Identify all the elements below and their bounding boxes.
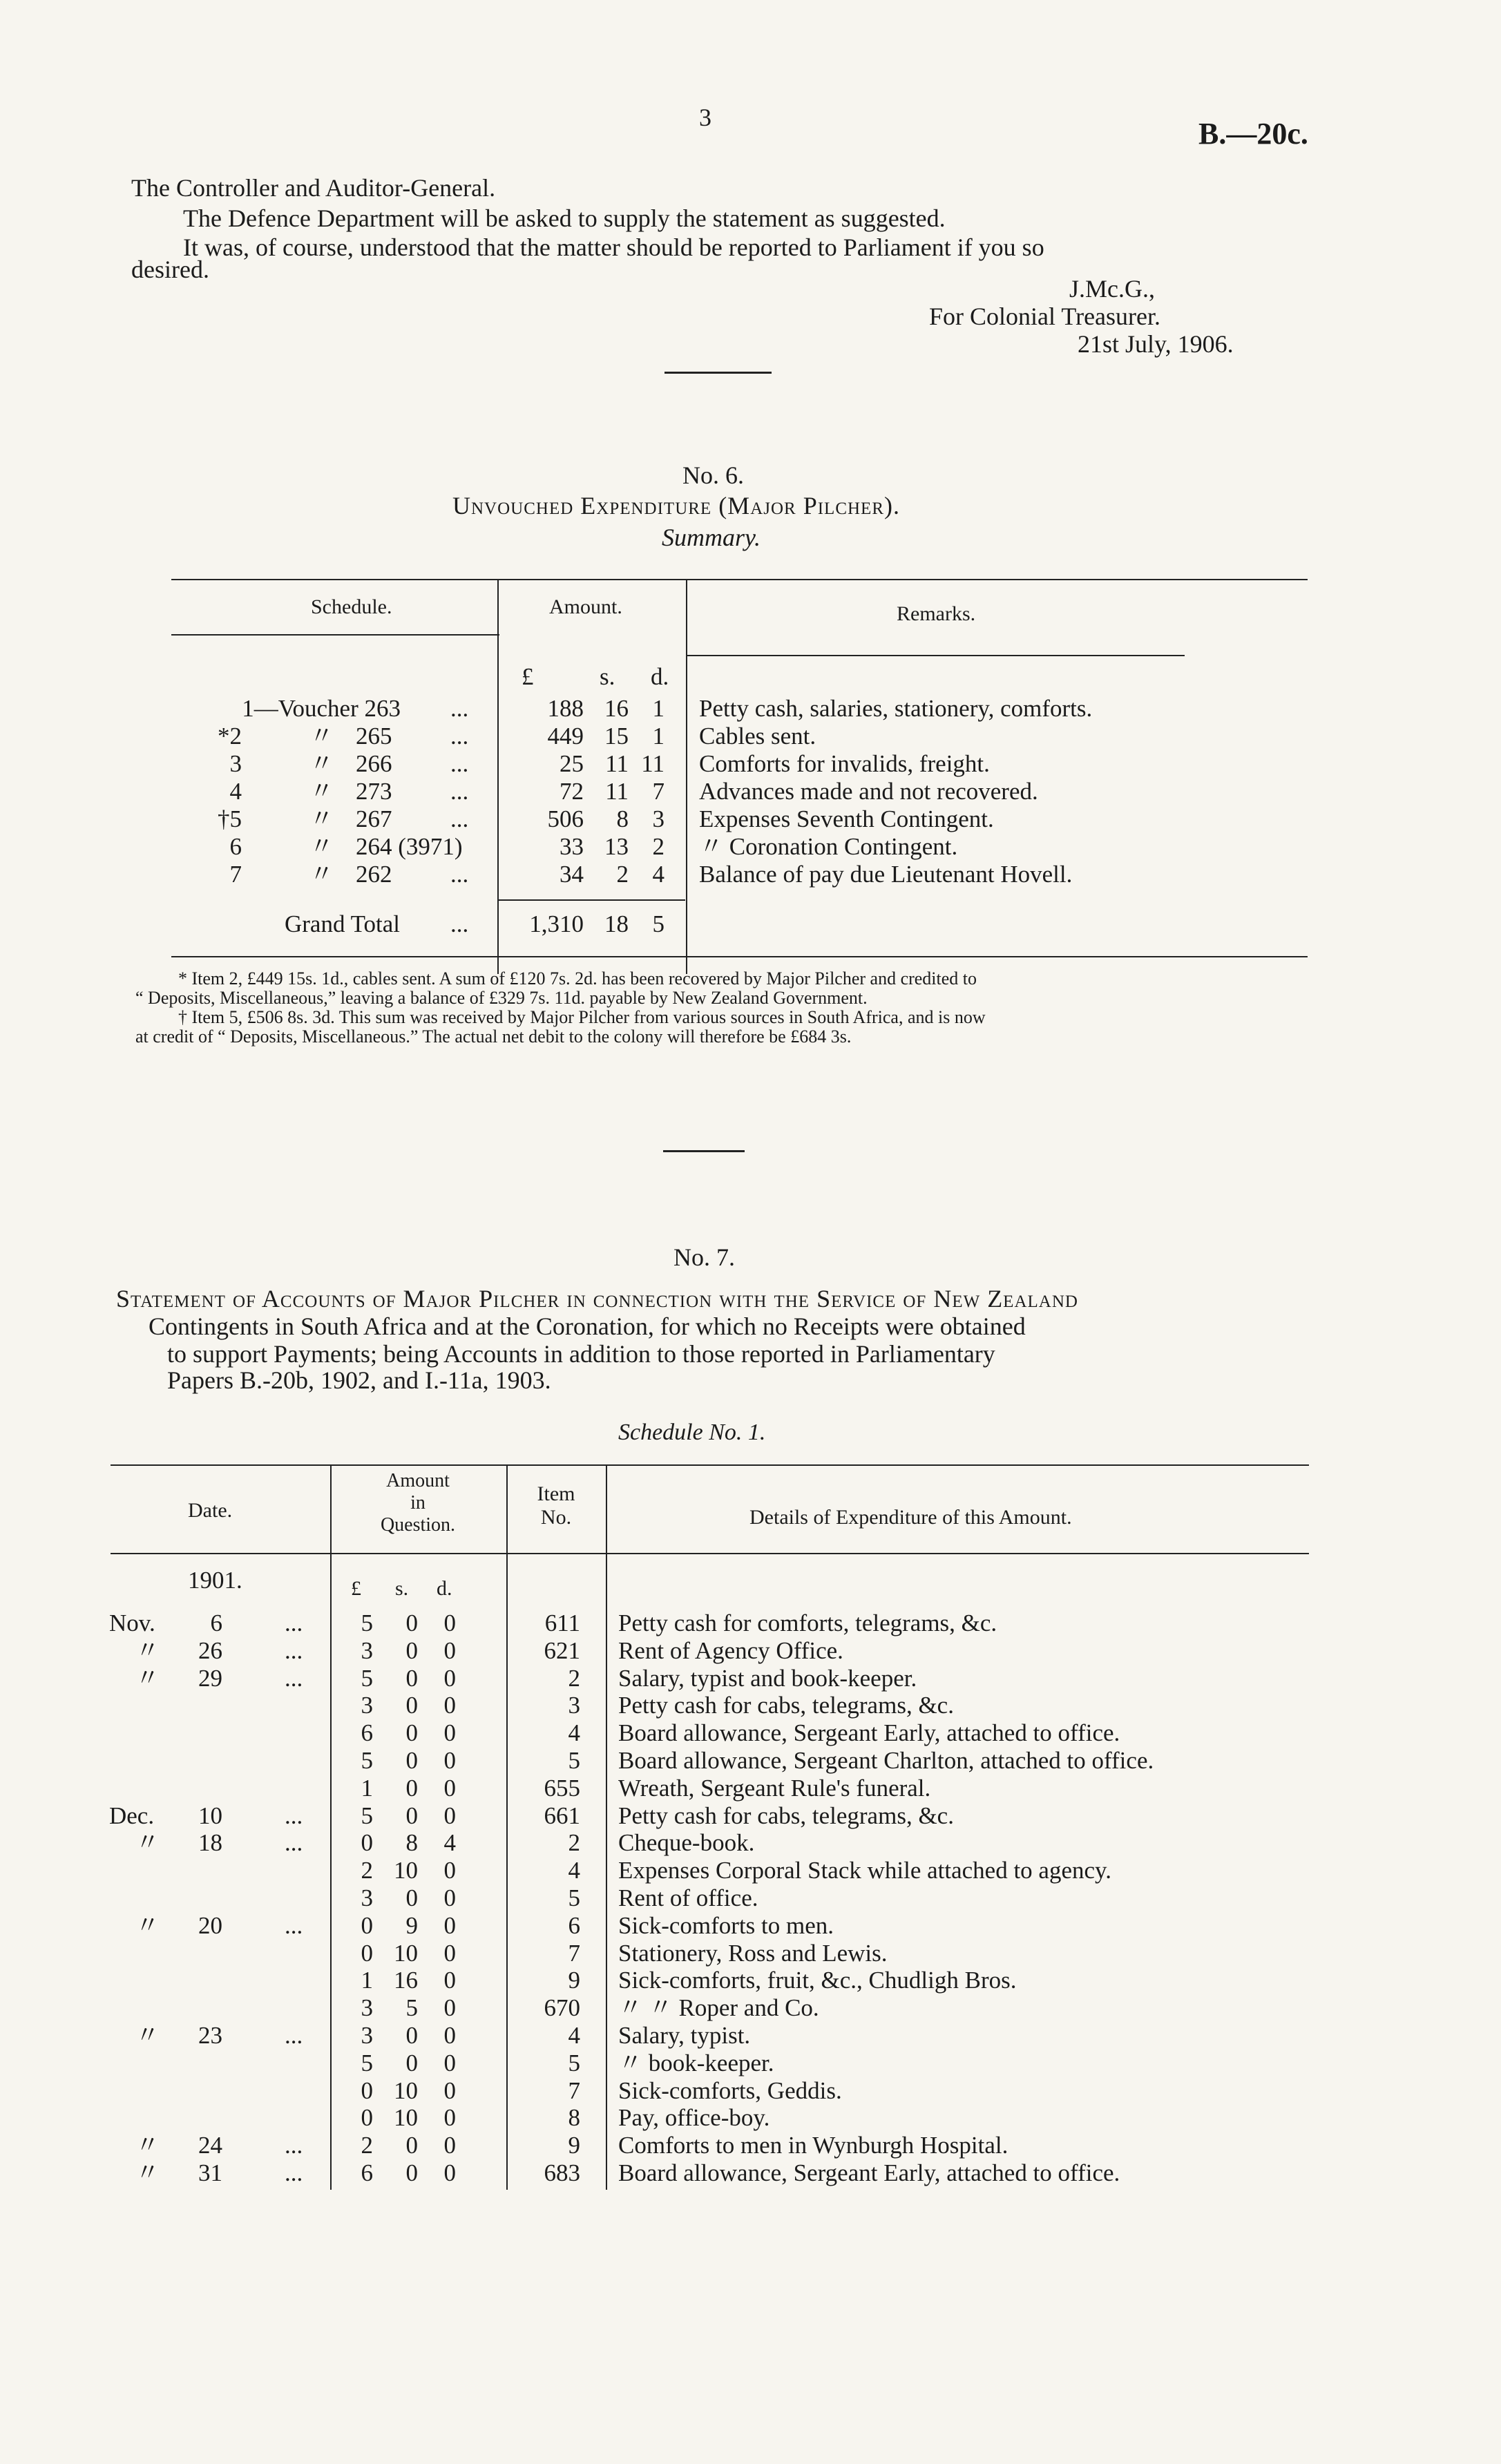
- no6-item-number: 4: [229, 778, 242, 805]
- no7-item-number: 4: [568, 1857, 580, 1884]
- no7-detail: Salary, typist and book-keeper.: [618, 1665, 917, 1692]
- no7-item-number: 5: [568, 2050, 580, 2076]
- no6-amount-shillings: 16: [604, 695, 629, 722]
- no7-year: 1901.: [188, 1567, 242, 1594]
- no6-amount-pence: 2: [652, 833, 665, 860]
- no7-header-item: Item No.: [537, 1482, 575, 1529]
- no6-amount-shillings: 11: [605, 778, 629, 805]
- no7-amount-pounds: 6: [361, 2159, 373, 2186]
- no7-detail: Sick-comforts, Geddis.: [618, 2077, 842, 2104]
- no7-table-row: [0, 1802, 1501, 1830]
- no7-table-row: [0, 2104, 1501, 2132]
- letter-signature-for: For Colonial Treasurer.: [929, 303, 1161, 330]
- no6-voucher-number: 266: [356, 750, 392, 777]
- no6-amount-pounds: 34: [560, 861, 584, 888]
- no7-item-number: 4: [568, 1719, 580, 1746]
- no7-amount-pounds: 0: [361, 1829, 373, 1856]
- no7-amount-pounds: 5: [361, 2050, 373, 2076]
- no7-detail: Cheque-book.: [618, 1829, 755, 1856]
- no7-header-date: Date.: [188, 1499, 233, 1522]
- no6-item-number: 7: [229, 861, 242, 888]
- leader-dots: ...: [285, 1610, 303, 1636]
- no7-amount-pence: 0: [443, 1940, 456, 1967]
- no6-remark: 〃 Coronation Contingent.: [699, 833, 958, 860]
- letter-signature: J.Mc.G.,: [1069, 275, 1155, 303]
- no6-header-rule: [171, 634, 499, 636]
- no7-table-row: [0, 2050, 1501, 2077]
- no7-table-row: [0, 1994, 1501, 2022]
- no6-amount-pence: 3: [652, 805, 665, 832]
- unit-shillings: s.: [600, 663, 615, 690]
- no7-detail: Petty cash for cabs, telegrams, &c.: [618, 1802, 954, 1829]
- section-divider: [663, 1150, 745, 1152]
- no6-amount-pence: 7: [652, 778, 665, 805]
- no7-amount-shillings: 10: [394, 2077, 418, 2104]
- no7-day: 20: [198, 1912, 222, 1939]
- no7-amount-shillings: 10: [394, 2104, 418, 2131]
- no6-table-row: [0, 723, 1501, 750]
- no7-table-row: [0, 1967, 1501, 1994]
- leader-dots: ...: [450, 778, 469, 805]
- no7-table-row: [0, 1665, 1501, 1692]
- no7-amount-shillings: 5: [405, 1994, 418, 2021]
- no6-amount-pence: 4: [652, 861, 665, 888]
- no6-amount-shillings: 11: [605, 750, 629, 777]
- no7-amount-pence: 0: [443, 1665, 456, 1692]
- no6-amount-pounds: 449: [547, 723, 584, 749]
- no7-detail: Sick-comforts, fruit, &c., Chudligh Bros.: [618, 1967, 1017, 1994]
- no6-table-row: [0, 778, 1501, 805]
- unit-pence: d.: [651, 663, 669, 690]
- no6-amount-pounds: 188: [547, 695, 584, 722]
- ditto-mark: 〃: [309, 723, 334, 749]
- no7-amount-pence: 0: [443, 1775, 456, 1802]
- no7-item-number: 3: [568, 1692, 580, 1719]
- no7-table-row: [0, 2022, 1501, 2050]
- leader-dots: ...: [285, 2132, 303, 2159]
- no7-table-row: [0, 1747, 1501, 1775]
- no7-detail: Board allowance, Sergeant Early, attached to office.: [618, 1719, 1120, 1746]
- no6-voucher-number: 262: [356, 861, 392, 888]
- no7-amount-pence: 0: [443, 1637, 456, 1664]
- no6-amount-pounds: 25: [560, 750, 584, 777]
- no7-amount-pounds: 5: [361, 1747, 373, 1774]
- no7-detail: 〃 〃 Roper and Co.: [618, 1994, 819, 2021]
- letter-line: desired.: [131, 256, 209, 283]
- no7-amount-pounds: 5: [361, 1802, 373, 1829]
- no7-amount-shillings: 8: [405, 1829, 418, 1856]
- no7-amount-pounds: 3: [361, 1994, 373, 2021]
- no6-total-shillings: 18: [604, 910, 629, 937]
- no6-total-row: [0, 910, 1501, 938]
- page-number: 3: [699, 104, 711, 131]
- no7-amount-pounds: 1: [361, 1775, 373, 1802]
- no7-item-number: 611: [544, 1610, 580, 1636]
- no7-table-row: [0, 1610, 1501, 1637]
- no6-header-amount: Amount.: [549, 595, 622, 618]
- ditto-mark: 〃: [309, 805, 334, 832]
- no7-amount-pounds: 2: [361, 1857, 373, 1884]
- no7-item-number: 7: [568, 2077, 580, 2104]
- no7-amount-pence: 0: [443, 2159, 456, 2186]
- no7-day: 24: [198, 2132, 222, 2159]
- no6-amount-pence: 11: [641, 750, 665, 777]
- unit-pounds: £: [522, 663, 534, 690]
- no7-amount-shillings: 0: [405, 2022, 418, 2049]
- no7-amount-shillings: 0: [405, 1802, 418, 1829]
- no6-voucher-number: 265: [356, 723, 392, 749]
- no7-detail: Expenses Corporal Stack while attached to agency.: [618, 1857, 1112, 1884]
- no7-amount-pence: 0: [443, 2022, 456, 2049]
- no7-month: Dec.: [109, 1802, 155, 1829]
- no7-month: 〃: [135, 1665, 160, 1692]
- ditto-mark: 〃: [309, 861, 334, 888]
- no7-item-number: 7: [568, 1940, 580, 1967]
- no6-subtitle: Summary.: [662, 524, 761, 551]
- no7-item-number: 5: [568, 1884, 580, 1911]
- no6-number: No. 6.: [682, 461, 744, 489]
- no7-amount-pounds: 1: [361, 1967, 373, 1994]
- no7-amount-shillings: 0: [405, 1637, 418, 1664]
- no7-detail: Board allowance, Sergeant Charlton, attached to office.: [618, 1747, 1154, 1774]
- ditto-mark: 〃: [309, 778, 334, 805]
- no6-item-number: *2: [218, 723, 242, 749]
- no7-item-number: 670: [544, 1994, 580, 2021]
- no6-footnote: at credit of “ Deposits, Miscellaneous.” The actual net debit to the colony will therefore be £684 3s.: [135, 1026, 852, 1047]
- no7-month: 〃: [135, 1912, 160, 1939]
- no7-amount-pence: 0: [443, 1994, 456, 2021]
- no7-table-row: [0, 1719, 1501, 1747]
- no7-amount-shillings: 0: [405, 1747, 418, 1774]
- no7-statement-line: Contingents in South Africa and at the Coronation, for which no Receipts were obtained: [149, 1312, 1026, 1340]
- no7-day: 6: [210, 1610, 222, 1636]
- no6-remark: Comforts for invalids, freight.: [699, 750, 990, 777]
- no7-detail: Rent of office.: [618, 1884, 758, 1911]
- no7-item-number: 2: [568, 1665, 580, 1692]
- no7-detail: Rent of Agency Office.: [618, 1637, 843, 1664]
- no7-amount-pence: 0: [443, 2050, 456, 2076]
- leader-dots: ...: [450, 805, 469, 832]
- no7-amount-shillings: 10: [394, 1857, 418, 1884]
- leader-dots: ...: [285, 2022, 303, 2049]
- no7-amount-shillings: 0: [405, 1884, 418, 1911]
- no7-amount-pounds: 0: [361, 2077, 373, 2104]
- no7-amount-pounds: 3: [361, 1637, 373, 1664]
- no7-amount-pence: 0: [443, 2077, 456, 2104]
- no7-amount-pence: 0: [443, 1884, 456, 1911]
- no7-detail: Wreath, Sergeant Rule's funeral.: [618, 1775, 931, 1802]
- no7-detail: Petty cash for comforts, telegrams, &c.: [618, 1610, 997, 1636]
- no7-amount-pounds: 0: [361, 2104, 373, 2131]
- no7-day: 18: [198, 1829, 222, 1856]
- no7-amount-pence: 0: [443, 1912, 456, 1939]
- no7-statement-line: to support Payments; being Accounts in addition to those reported in Parliamentary: [167, 1340, 995, 1368]
- no7-table-row: [0, 1857, 1501, 1884]
- no7-table-row: [0, 2077, 1501, 2105]
- no7-detail: Salary, typist.: [618, 2022, 751, 2049]
- no7-table-row: [0, 1940, 1501, 1967]
- no6-amount-shillings: 13: [604, 833, 629, 860]
- no7-table-row: [0, 1912, 1501, 1940]
- no6-amount-pounds: 506: [547, 805, 584, 832]
- letter-line: It was, of course, understood that the matter should be reported to Parliament if you so: [183, 233, 1044, 261]
- no6-table-top-rule: [171, 579, 1308, 580]
- no7-number: No. 7.: [673, 1243, 735, 1271]
- leader-dots: ...: [285, 2159, 303, 2186]
- document-reference: B.—20c.: [1198, 117, 1308, 151]
- no6-voucher-label: 1—Voucher 263: [242, 695, 401, 722]
- no6-item-number: 6: [229, 833, 242, 860]
- leader-dots: ...: [450, 695, 469, 722]
- no7-amount-shillings: 0: [405, 2050, 418, 2076]
- no7-table-row: [0, 2159, 1501, 2187]
- letter-line: The Defence Department will be asked to supply the statement as suggested.: [183, 204, 946, 232]
- no6-remark: Advances made and not recovered.: [699, 778, 1038, 805]
- no6-header-rule-remarks: [687, 655, 1185, 656]
- no7-amount-pence: 0: [443, 1802, 456, 1829]
- no6-table-row: [0, 833, 1501, 861]
- no7-amount-pence: 0: [443, 1857, 456, 1884]
- no6-amount-pence: 1: [652, 695, 665, 722]
- no7-item-number: 9: [568, 2132, 580, 2159]
- leader-dots: ...: [285, 1829, 303, 1856]
- no7-item-number: 9: [568, 1967, 580, 1994]
- no7-item-number: 8: [568, 2104, 580, 2131]
- no6-total-pence: 5: [652, 910, 665, 937]
- no7-amount-pounds: 3: [361, 1884, 373, 1911]
- no6-footnote: * Item 2, £449 15s. 1d., cables sent. A sum of £120 7s. 2d. has been recovered by Major Pilcher and credited to: [178, 968, 977, 989]
- no6-total-dots: ...: [450, 910, 469, 937]
- no7-amount-pence: 0: [443, 1719, 456, 1746]
- no7-detail: Sick-comforts to men.: [618, 1912, 834, 1939]
- no7-amount-pounds: 0: [361, 1912, 373, 1939]
- no6-voucher-number: 267: [356, 805, 392, 832]
- no7-table-top-rule: [111, 1464, 1309, 1466]
- ditto-mark: 〃: [309, 750, 334, 777]
- no7-month: 〃: [135, 2022, 160, 2049]
- no6-amount-shillings: 15: [604, 723, 629, 749]
- no6-voucher-number: 264 (3971): [356, 833, 463, 860]
- no7-year-row: [0, 1567, 1501, 1600]
- no7-item-number: 683: [544, 2159, 580, 2186]
- no6-total-rule: [497, 899, 685, 901]
- no6-table-row: [0, 805, 1501, 833]
- no6-amount-shillings: 2: [616, 861, 629, 888]
- ditto-mark: 〃: [309, 833, 334, 860]
- no7-month: 〃: [135, 2159, 160, 2186]
- no7-month: Nov.: [109, 1610, 155, 1636]
- no7-amount-shillings: 10: [394, 1940, 418, 1967]
- no7-header-rule: [111, 1553, 1309, 1554]
- no7-amount-pence: 0: [443, 1610, 456, 1636]
- no7-detail: Comforts to men in Wynburgh Hospital.: [618, 2132, 1008, 2159]
- no6-remark: Expenses Seventh Contingent.: [699, 805, 994, 832]
- no6-amount-pence: 1: [652, 723, 665, 749]
- no7-item-number: 655: [544, 1775, 580, 1802]
- unit-pence: d.: [437, 1577, 452, 1600]
- section-divider: [665, 372, 772, 374]
- letter-date: 21st July, 1906.: [1078, 330, 1234, 358]
- no7-table-row: [0, 2132, 1501, 2159]
- no7-header-amount: Amount in Question.: [380, 1470, 456, 1536]
- no7-item-number: 4: [568, 2022, 580, 2049]
- no7-day: 29: [198, 1665, 222, 1692]
- leader-dots: ...: [285, 1637, 303, 1664]
- no7-detail: 〃 book-keeper.: [618, 2050, 774, 2076]
- no7-amount-shillings: 0: [405, 1692, 418, 1719]
- no7-amount-pounds: 3: [361, 1692, 373, 1719]
- no6-amount-pounds: 72: [560, 778, 584, 805]
- no6-amount-pounds: 33: [560, 833, 584, 860]
- no6-voucher-number: 273: [356, 778, 392, 805]
- no7-month: 〃: [135, 1637, 160, 1664]
- no7-statement-line: Papers B.-20b, 1902, and I.-11a, 1903.: [167, 1366, 551, 1394]
- no7-item-number: 2: [568, 1829, 580, 1856]
- no7-amount-shillings: 0: [405, 1775, 418, 1802]
- no6-footnote: † Item 5, £506 8s. 3d. This sum was received by Major Pilcher from various sources in South Africa, and is now: [178, 1007, 986, 1027]
- letter-addressee: The Controller and Auditor-General.: [131, 174, 496, 202]
- no6-table-row: [0, 695, 1501, 723]
- no7-amount-shillings: 0: [405, 1719, 418, 1746]
- no7-detail: Pay, office-boy.: [618, 2104, 770, 2131]
- no7-month: 〃: [135, 2132, 160, 2159]
- no7-amount-pence: 0: [443, 2132, 456, 2159]
- no6-title: Unvouched Expenditure (Major Pilcher).: [452, 492, 900, 519]
- unit-shillings: s.: [395, 1577, 409, 1600]
- no7-table-row: [0, 1637, 1501, 1665]
- leader-dots: ...: [285, 1912, 303, 1939]
- no7-amount-pence: 0: [443, 1967, 456, 1994]
- no7-day: 23: [198, 2022, 222, 2049]
- no7-table-row: [0, 1884, 1501, 1912]
- no7-day: 26: [198, 1637, 222, 1664]
- no7-amount-pounds: 6: [361, 1719, 373, 1746]
- leader-dots: ...: [450, 750, 469, 777]
- no6-table-bottom-rule: [171, 956, 1308, 957]
- no7-amount-shillings: 9: [405, 1912, 418, 1939]
- no6-amount-shillings: 8: [616, 805, 629, 832]
- no7-detail: Board allowance, Sergeant Early, attached to office.: [618, 2159, 1120, 2186]
- no6-remark: Balance of pay due Lieutenant Hovell.: [699, 861, 1073, 888]
- no6-item-number: †5: [218, 805, 242, 832]
- no6-total-pounds: 1,310: [529, 910, 584, 937]
- no6-table-row: [0, 750, 1501, 778]
- no7-amount-shillings: 16: [394, 1967, 418, 1994]
- no7-amount-pounds: 2: [361, 2132, 373, 2159]
- no7-amount-shillings: 0: [405, 2159, 418, 2186]
- no7-detail: Stationery, Ross and Lewis.: [618, 1940, 888, 1967]
- no7-amount-pounds: 5: [361, 1610, 373, 1636]
- no7-item-number: 661: [544, 1802, 580, 1829]
- no7-table-row: [0, 1775, 1501, 1802]
- no6-remark: Cables sent.: [699, 723, 816, 749]
- no6-total-label: Grand Total: [285, 910, 401, 937]
- no6-item-number: 3: [229, 750, 242, 777]
- no7-amount-pence: 0: [443, 1692, 456, 1719]
- no7-schedule-title: Schedule No. 1.: [618, 1420, 766, 1445]
- no6-table-row: [0, 861, 1501, 888]
- leader-dots: ...: [450, 861, 469, 888]
- leader-dots: ...: [285, 1665, 303, 1692]
- no7-detail: Petty cash for cabs, telegrams, &c.: [618, 1692, 954, 1719]
- unit-pounds: £: [351, 1577, 361, 1600]
- no7-amount-pence: 0: [443, 2104, 456, 2131]
- no7-table-row: [0, 1692, 1501, 1719]
- no7-amount-shillings: 0: [405, 2132, 418, 2159]
- no7-day: 31: [198, 2159, 222, 2186]
- no7-amount-pounds: 0: [361, 1940, 373, 1967]
- no6-footnote: “ Deposits, Miscellaneous,” leaving a balance of £329 7s. 11d. payable by New Zealand Government.: [135, 988, 868, 1008]
- no7-month: 〃: [135, 1829, 160, 1856]
- no7-header-details: Details of Expenditure of this Amount.: [749, 1506, 1072, 1529]
- no7-amount-shillings: 0: [405, 1665, 418, 1692]
- no7-amount-pounds: 3: [361, 2022, 373, 2049]
- no7-table-row: [0, 1829, 1501, 1857]
- no7-item-number: 621: [544, 1637, 580, 1664]
- no6-header-schedule: Schedule.: [311, 595, 392, 618]
- no6-remark: Petty cash, salaries, stationery, comforts.: [699, 695, 1093, 722]
- no7-item-number: 5: [568, 1747, 580, 1774]
- no6-header-remarks: Remarks.: [897, 602, 976, 625]
- no7-item-number: 6: [568, 1912, 580, 1939]
- leader-dots: ...: [450, 723, 469, 749]
- no7-amount-shillings: 0: [405, 1610, 418, 1636]
- no6-units-row: [0, 663, 1501, 691]
- no7-statement-line: Statement of Accounts of Major Pilcher in connection with the Service of New Zealand: [116, 1285, 1078, 1312]
- no7-amount-pence: 0: [443, 1747, 456, 1774]
- no7-day: 10: [198, 1802, 222, 1829]
- leader-dots: ...: [285, 1802, 303, 1829]
- no7-amount-pence: 4: [443, 1829, 456, 1856]
- no7-amount-pounds: 5: [361, 1665, 373, 1692]
